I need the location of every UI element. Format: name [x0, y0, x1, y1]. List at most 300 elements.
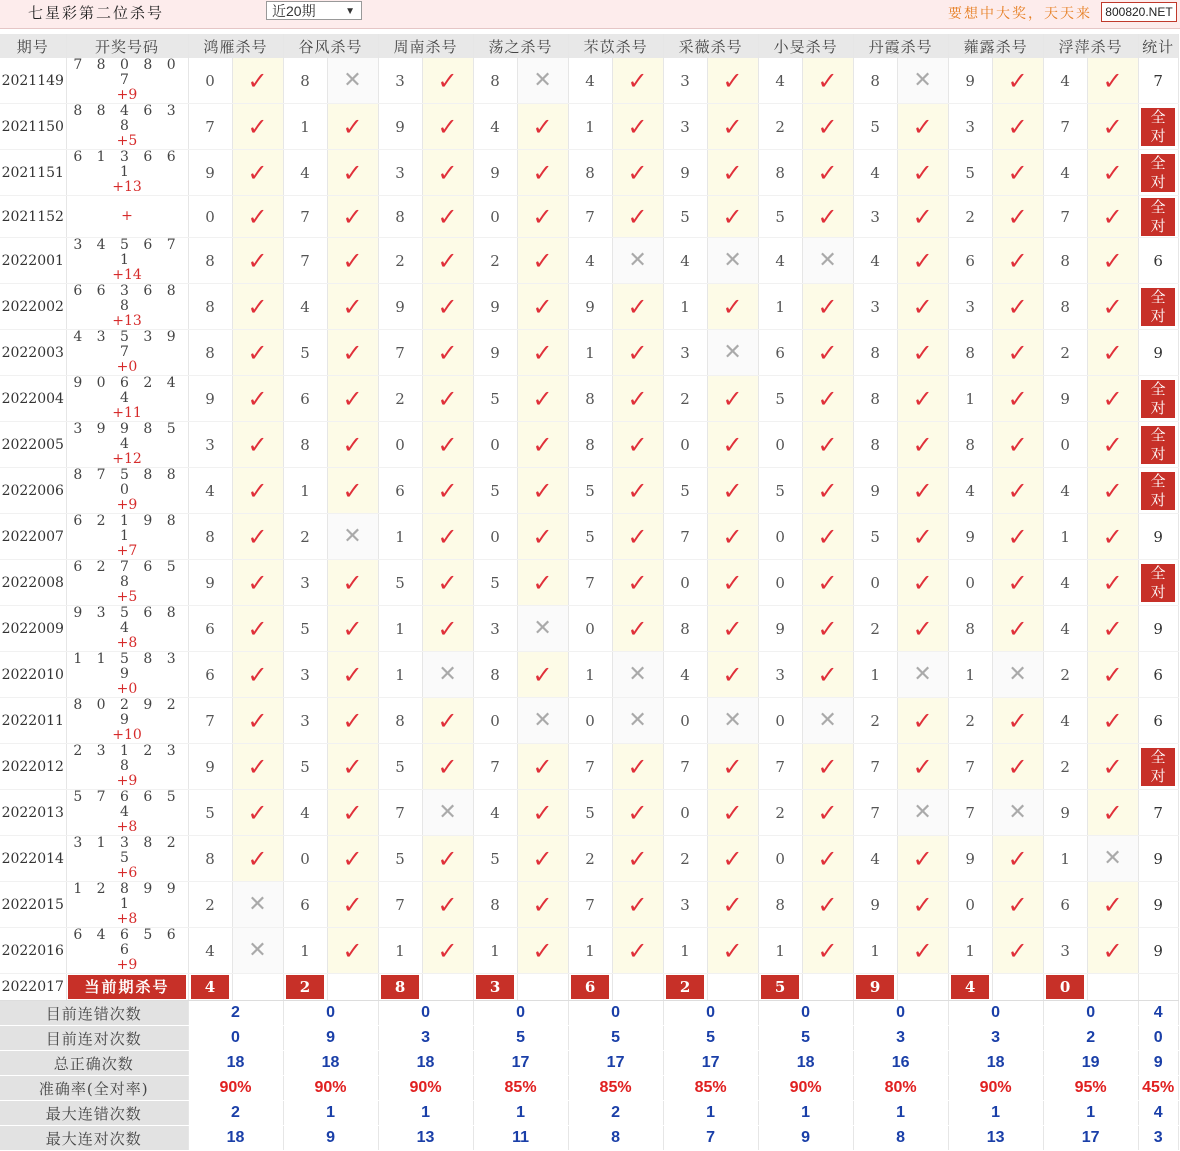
page-title: 七星彩第二位杀号: [28, 4, 165, 22]
kill-number: 0: [663, 698, 707, 744]
all-right-badge: 全 对: [1141, 748, 1175, 786]
draw-result: [66, 284, 188, 330]
result-cell: [327, 790, 378, 836]
pick-cell: [283, 974, 327, 1001]
kill-number: 4: [1043, 560, 1087, 606]
issue-number: 2021150: [0, 104, 66, 150]
check-icon: ✓: [247, 706, 268, 735]
result-cell: [897, 836, 948, 882]
check-icon: ✓: [437, 522, 458, 551]
check-icon: ✓: [1007, 246, 1028, 275]
check-icon: ✓: [532, 430, 553, 459]
check-icon: ✓: [1007, 936, 1028, 965]
check-icon: ✓: [342, 338, 363, 367]
kill-number: 3: [663, 104, 707, 150]
summary-value: 80%: [853, 1076, 948, 1101]
kill-number: 5: [283, 744, 327, 790]
kill-number: 6: [283, 376, 327, 422]
result-cell: [707, 560, 758, 606]
kill-number: 0: [473, 698, 517, 744]
kill-number: 8: [663, 606, 707, 652]
result-cell: [802, 836, 853, 882]
draw-sum: +8: [116, 819, 138, 835]
check-icon: ✓: [247, 660, 268, 689]
check-icon: ✓: [1007, 614, 1028, 643]
summary-label: 总正确次数: [0, 1051, 188, 1076]
check-icon: ✓: [532, 476, 553, 505]
cross-icon: ✕: [533, 68, 552, 93]
check-icon: ✓: [817, 338, 838, 367]
draw-digits: 8 0 2 9 2 9: [73, 697, 181, 728]
result-cell: [1087, 790, 1138, 836]
check-icon: ✓: [247, 158, 268, 187]
check-icon: ✓: [912, 614, 933, 643]
kill-number: 3: [473, 606, 517, 652]
result-cell: [802, 606, 853, 652]
result-cell: [1087, 928, 1138, 974]
kill-number: 0: [948, 560, 992, 606]
kill-number: 5: [378, 836, 422, 882]
result-cell: [327, 376, 378, 422]
check-icon: ✓: [342, 292, 363, 321]
result-cell: [897, 790, 948, 836]
result-cell: [897, 58, 948, 104]
result-cell: [992, 744, 1043, 790]
check-icon: ✓: [247, 112, 268, 141]
kill-number: 5: [568, 468, 612, 514]
kill-number: 6: [188, 652, 232, 698]
result-cell: [327, 150, 378, 196]
draw-result: [66, 698, 188, 744]
check-icon: ✓: [1102, 936, 1123, 965]
summary-value: 1: [853, 1101, 948, 1126]
kill-number: 0: [568, 606, 612, 652]
col-expert-6[interactable]: 采薇杀号: [663, 34, 758, 58]
kill-number: 9: [1043, 790, 1087, 836]
table-row: [0, 652, 1178, 698]
result-cell: [1087, 560, 1138, 606]
summary-value: 1: [378, 1101, 473, 1126]
draw-sum: +11: [112, 405, 142, 421]
check-icon: ✓: [722, 936, 743, 965]
kill-number: 9: [188, 150, 232, 196]
check-icon: ✓: [437, 158, 458, 187]
summary-value: 0: [1043, 1001, 1138, 1026]
result-cell: [992, 58, 1043, 104]
result-cell: [232, 376, 283, 422]
kill-number: 0: [663, 790, 707, 836]
cross-icon: ✕: [818, 708, 837, 733]
col-expert-5[interactable]: 芣苡杀号: [568, 34, 663, 58]
kill-number: 1: [378, 606, 422, 652]
kill-number: 7: [758, 744, 802, 790]
col-stat: 统计: [1138, 34, 1178, 58]
check-icon: ✓: [912, 202, 933, 231]
kill-number: 5: [473, 836, 517, 882]
cross-icon: ✕: [723, 340, 742, 365]
check-icon: ✓: [532, 202, 553, 231]
draw-result: [66, 330, 188, 376]
check-icon: ✓: [722, 844, 743, 873]
check-icon: ✓: [912, 706, 933, 735]
site-badge[interactable]: 800820.NET: [1101, 2, 1177, 22]
check-icon: ✓: [342, 112, 363, 141]
issue-number: 2021149: [0, 58, 66, 104]
kill-number: 5: [378, 744, 422, 790]
kill-number: 2: [473, 238, 517, 284]
kill-number: 5: [853, 104, 897, 150]
result-cell: [802, 284, 853, 330]
check-icon: ✓: [247, 614, 268, 643]
kill-number: 3: [663, 330, 707, 376]
summary-value: 17: [1043, 1126, 1138, 1151]
result-cell: [897, 238, 948, 284]
result-cell: [707, 790, 758, 836]
check-icon: ✓: [722, 660, 743, 689]
table-row: [0, 196, 1178, 238]
check-icon: ✓: [627, 112, 648, 141]
kill-number: 2: [663, 376, 707, 422]
kill-number: 7: [568, 744, 612, 790]
check-icon: ✓: [437, 752, 458, 781]
result-cell: [327, 928, 378, 974]
check-icon: ✓: [1007, 476, 1028, 505]
result-cell: [802, 196, 853, 238]
check-icon: ✓: [722, 158, 743, 187]
check-icon: ✓: [817, 752, 838, 781]
check-icon: ✓: [342, 568, 363, 597]
result-cell: [802, 928, 853, 974]
summary-value: 8: [568, 1126, 663, 1151]
result-cell: [1087, 744, 1138, 790]
kill-number: 0: [758, 514, 802, 560]
kill-number: 4: [283, 150, 327, 196]
kill-number: 7: [663, 514, 707, 560]
kill-number: 7: [568, 560, 612, 606]
all-right-badge: 全 对: [1141, 564, 1175, 602]
slogan-link[interactable]: 要想中大奖，天天来: [948, 6, 1092, 22]
draw-sum: +9: [116, 87, 138, 103]
result-cell: [232, 196, 283, 238]
result-cell: [897, 468, 948, 514]
result-cell: [517, 790, 568, 836]
check-icon: ✓: [627, 614, 648, 643]
summary-value: 5: [473, 1026, 568, 1051]
result-cell: [897, 196, 948, 238]
summary-value: 90%: [948, 1076, 1043, 1101]
kill-number: 1: [378, 514, 422, 560]
kill-number: 8: [1043, 238, 1087, 284]
result-cell: [612, 104, 663, 150]
cross-icon: ✕: [628, 248, 647, 273]
col-expert-1[interactable]: 鸿雁杀号: [188, 34, 283, 58]
issue-number: 2022004: [0, 376, 66, 422]
kill-number: 0: [758, 560, 802, 606]
check-icon: ✓: [1007, 292, 1028, 321]
kill-number: 4: [473, 104, 517, 150]
kill-number: 1: [758, 284, 802, 330]
kill-number: 1: [948, 652, 992, 698]
draw-sum: +10: [112, 727, 142, 743]
kill-number: 5: [568, 790, 612, 836]
result-cell: [802, 560, 853, 606]
kill-number: 7: [1043, 104, 1087, 150]
result-cell: [517, 882, 568, 928]
check-icon: ✓: [342, 706, 363, 735]
kill-number: 7: [188, 698, 232, 744]
result-cell: [232, 330, 283, 376]
check-icon: ✓: [247, 568, 268, 597]
check-icon: ✓: [817, 798, 838, 827]
check-icon: ✓: [1102, 752, 1123, 781]
summary-rows: [0, 1001, 1178, 1151]
kill-number: 8: [473, 652, 517, 698]
summary-value: 19: [1043, 1051, 1138, 1076]
summary-value: 0: [188, 1026, 283, 1051]
result-cell: [612, 284, 663, 330]
kill-number: 8: [568, 422, 612, 468]
result-cell: [517, 928, 568, 974]
kill-number: 0: [378, 422, 422, 468]
result-cell: [327, 104, 378, 150]
result-cell: [707, 744, 758, 790]
draw-result: [66, 836, 188, 882]
kill-number: 9: [378, 284, 422, 330]
summary-row: [0, 1126, 1178, 1151]
table-row: [0, 606, 1178, 652]
check-icon: ✓: [532, 798, 553, 827]
draw-result: [66, 238, 188, 284]
check-icon: ✓: [342, 936, 363, 965]
col-expert-4[interactable]: 荡之杀号: [473, 34, 568, 58]
kill-number: 2: [378, 238, 422, 284]
result-cell: [612, 376, 663, 422]
draw-result: [66, 58, 188, 104]
kill-number: 1: [283, 468, 327, 514]
cross-icon: ✕: [248, 938, 267, 963]
result-cell: [707, 376, 758, 422]
check-icon: ✓: [627, 568, 648, 597]
check-icon: ✓: [817, 292, 838, 321]
result-cell: [327, 58, 378, 104]
check-icon: ✓: [1102, 798, 1123, 827]
row-stat: [1138, 560, 1178, 606]
result-cell: [992, 882, 1043, 928]
check-icon: ✓: [627, 798, 648, 827]
kill-number: 3: [188, 422, 232, 468]
kill-number: 7: [1043, 196, 1087, 238]
row-stat: 9: [1138, 606, 1178, 652]
check-icon: ✓: [1007, 752, 1028, 781]
result-cell: [707, 606, 758, 652]
top-bar: [0, 0, 1180, 29]
summary-value: 17: [473, 1051, 568, 1076]
col-expert-3[interactable]: 周南杀号: [378, 34, 473, 58]
draw-digits: 8 8 4 6 3 8: [73, 103, 181, 134]
draw-digits: 9 3 5 6 8 4: [73, 605, 181, 636]
col-expert-10[interactable]: 浮萍杀号: [1043, 34, 1138, 58]
issue-number: 2022007: [0, 514, 66, 560]
kill-number: 7: [853, 790, 897, 836]
col-expert-2[interactable]: 谷风杀号: [283, 34, 378, 58]
draw-sum: +0: [116, 359, 138, 375]
summary-row: [0, 1051, 1178, 1076]
col-expert-9[interactable]: 蕹露杀号: [948, 34, 1043, 58]
cross-icon: ✕: [628, 662, 647, 687]
kill-number: 5: [188, 790, 232, 836]
result-cell: [612, 928, 663, 974]
result-cell: [992, 560, 1043, 606]
table-row: [0, 284, 1178, 330]
summary-value: 11: [473, 1126, 568, 1151]
check-icon: ✓: [342, 798, 363, 827]
kill-number: 9: [378, 104, 422, 150]
kill-number: 1: [853, 928, 897, 974]
kill-number: 4: [473, 790, 517, 836]
kill-number: 8: [188, 284, 232, 330]
check-icon: ✓: [532, 890, 553, 919]
summary-value: 17: [568, 1051, 663, 1076]
result-cell: [707, 284, 758, 330]
check-icon: ✓: [1102, 568, 1123, 597]
kill-number: 4: [188, 928, 232, 974]
check-icon: ✓: [722, 522, 743, 551]
kill-number: 4: [853, 150, 897, 196]
kill-number: 9: [188, 744, 232, 790]
summary-value: 9: [758, 1126, 853, 1151]
kill-number: 5: [758, 196, 802, 238]
result-cell: [992, 928, 1043, 974]
pick-cell: [568, 974, 612, 1001]
summary-value: 85%: [568, 1076, 663, 1101]
draw-sum: +9: [116, 957, 138, 973]
summary-value: 3: [948, 1026, 1043, 1051]
kill-number: 4: [758, 58, 802, 104]
kill-number: 8: [568, 376, 612, 422]
result-cell: [1087, 606, 1138, 652]
col-expert-8[interactable]: 丹霞杀号: [853, 34, 948, 58]
result-cell: [707, 422, 758, 468]
result-cell: [1087, 422, 1138, 468]
col-expert-7[interactable]: 小旻杀号: [758, 34, 853, 58]
kill-number: 0: [188, 58, 232, 104]
result-cell: [612, 468, 663, 514]
check-icon: ✓: [722, 752, 743, 781]
draw-sum: +5: [116, 133, 138, 149]
kill-number: 3: [948, 284, 992, 330]
kill-number: 5: [283, 606, 327, 652]
check-icon: ✓: [627, 522, 648, 551]
table-row: [0, 238, 1178, 284]
kill-number: 8: [378, 698, 422, 744]
result-cell: [422, 836, 473, 882]
period-select-value: 近20期: [272, 3, 316, 19]
result-cell: [232, 104, 283, 150]
kill-number: 1: [568, 928, 612, 974]
kill-number: 7: [663, 744, 707, 790]
result-cell: [422, 882, 473, 928]
summary-stat: 3: [1138, 1126, 1178, 1151]
result-cell: [802, 150, 853, 196]
summary-row: [0, 1076, 1178, 1101]
result-cell: [707, 196, 758, 238]
result-cell: [897, 284, 948, 330]
draw-result: [66, 196, 188, 238]
result-cell: [422, 560, 473, 606]
cross-icon: ✕: [628, 708, 647, 733]
period-select[interactable]: [266, 1, 362, 20]
pick-cell: [663, 974, 707, 1001]
draw-sum: +8: [116, 911, 138, 927]
result-cell: [612, 606, 663, 652]
kill-number: 8: [853, 422, 897, 468]
result-cell: [232, 698, 283, 744]
check-icon: ✓: [437, 614, 458, 643]
kill-number: 8: [188, 836, 232, 882]
check-icon: ✓: [437, 706, 458, 735]
draw-digits: 3 1 3 8 2 5: [73, 835, 181, 866]
draw-result: [66, 376, 188, 422]
summary-value: 18: [188, 1126, 283, 1151]
pick-spacer: [517, 974, 568, 1001]
table-row: [0, 376, 1178, 422]
kill-number: 3: [1043, 928, 1087, 974]
issue-number: 2022005: [0, 422, 66, 468]
check-icon: ✓: [627, 476, 648, 505]
check-icon: ✓: [532, 158, 553, 187]
result-cell: [707, 238, 758, 284]
draw-sum: +7: [116, 543, 138, 559]
kill-number: 4: [853, 836, 897, 882]
summary-value: 18: [188, 1051, 283, 1076]
draw-digits: 4 3 5 3 9 7: [73, 329, 181, 360]
check-icon: ✓: [627, 158, 648, 187]
summary-value: 0: [758, 1001, 853, 1026]
kill-number: 3: [378, 150, 422, 196]
check-icon: ✓: [817, 890, 838, 919]
cross-icon: ✕: [723, 248, 742, 273]
kill-number: 2: [283, 514, 327, 560]
kill-number: 7: [948, 744, 992, 790]
kill-number: 4: [568, 238, 612, 284]
kill-number: 9: [948, 514, 992, 560]
result-cell: [422, 514, 473, 560]
check-icon: ✓: [817, 202, 838, 231]
summary-value: 7: [663, 1126, 758, 1151]
check-icon: ✓: [912, 522, 933, 551]
cross-icon: ✕: [438, 662, 457, 687]
result-cell: [232, 882, 283, 928]
kill-number: 0: [1043, 422, 1087, 468]
kill-number: 2: [378, 376, 422, 422]
kill-number: 1: [1043, 514, 1087, 560]
table-row: [0, 422, 1178, 468]
check-icon: ✓: [342, 246, 363, 275]
summary-row: [0, 1001, 1178, 1026]
result-cell: [517, 238, 568, 284]
result-cell: [707, 150, 758, 196]
kill-number: 4: [1043, 698, 1087, 744]
kill-number: 7: [853, 744, 897, 790]
result-cell: [897, 104, 948, 150]
summary-value: 9: [283, 1026, 378, 1051]
result-cell: [612, 698, 663, 744]
pick-spacer: [992, 974, 1043, 1001]
summary-stat: 4: [1138, 1001, 1178, 1026]
result-cell: [422, 196, 473, 238]
check-icon: ✓: [342, 384, 363, 413]
kill-number: 6: [1043, 882, 1087, 928]
